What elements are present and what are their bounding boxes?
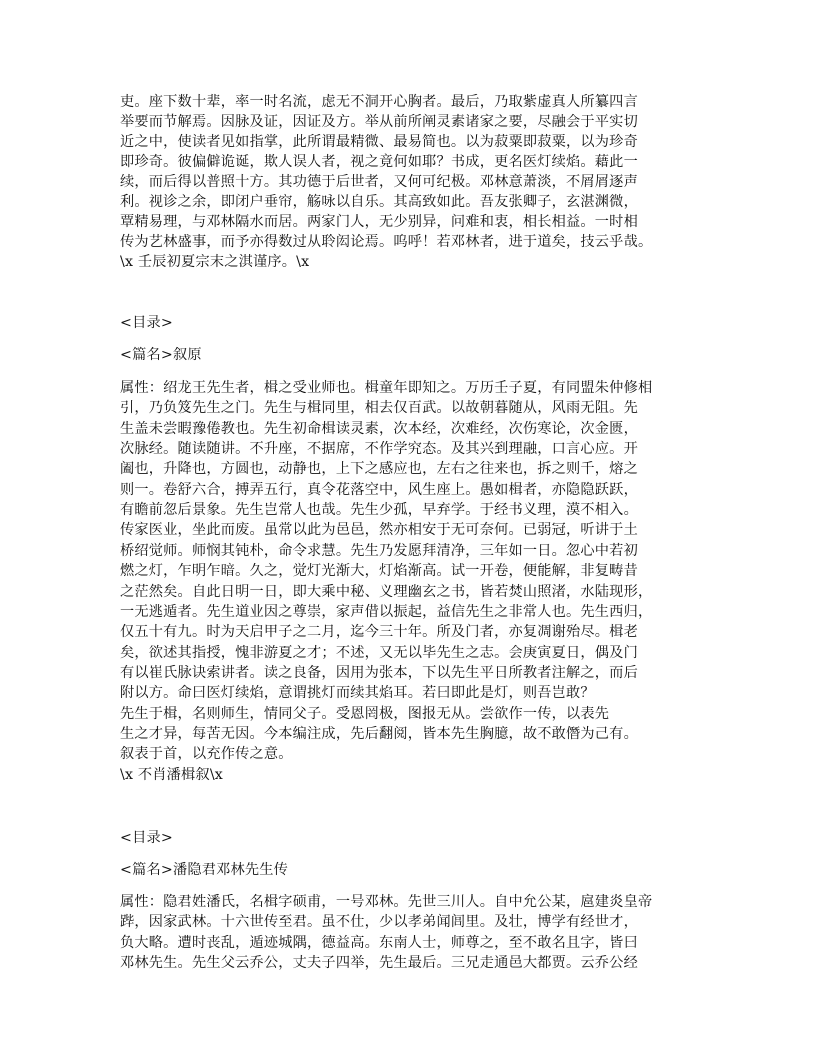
body-line: 有以崔氏脉诀索讲者。读之良备，因用为张本，下以先生平日所教者注解之，而后 — [120, 664, 638, 681]
section-title: <篇名>叙原 — [120, 347, 202, 363]
body-line: 跸，因家武林。十六世传至君。虽不仕，少以孝弟闻闾里。及壮，博学有经世才， — [120, 914, 638, 931]
body-line: 生之才异，每苦无因。今本编注成，先后翻阅，皆本先生胸臆，故不敢僭为己有。 — [120, 725, 638, 742]
body-line: 次脉经。随读随讲。不升座，不据席，不作学究态。及其兴到理融，口言心应。开 — [120, 441, 638, 458]
body-line: 传家医业，坐此而废。虽常以此为邑邑，然亦相安于无可奈何。已弱冠，听讲于土 — [120, 522, 638, 539]
body-line: 属性：绍龙王先生者，楫之受业师也。楫童年即知之。万历壬子夏，有同盟朱仲修相 — [120, 380, 653, 396]
preface-line: 近之中，使读者见如指掌，此所谓最精微、最易简也。以为菽粟即菽粟，以为珍奇 — [120, 134, 638, 150]
toc-label: <目录> — [120, 315, 173, 331]
preface-line: 续，而后得以普照十方。其功德于后世者，又何可纪极。邓林意萧淡，不屑屑逐声 — [120, 174, 638, 190]
body-line: 桥绍觉师。师悯其钝朴，命令求慧。先生乃发愿拜清净，三年如一日。忽心中若初 — [120, 542, 638, 559]
preface-line: 即珍奇。彼偏僻诡诞，欺人误人者，视之竟何如耶？书成，更名医灯续焰。藉此一 — [120, 154, 638, 170]
body-line: 矣，欲述其指授，愧非游夏之才；不述，又无以毕先生之志。会庚寅夏日，偶及门 — [120, 644, 638, 661]
body-line: 先生于楫，名则师生，情同父子。受恩罔极，图报无从。尝欲作一传，以表先 — [120, 705, 610, 722]
body-line: 邓林先生。先生父云乔公，丈夫子四举，先生最后。三兄走通邑大都贾。云乔公经 — [120, 955, 638, 972]
preface-line: 举要而节解焉。因脉及证，因证及方。举从前所阐灵素诸家之要，尽融会于平实切 — [120, 114, 638, 130]
body-line: 阖也，升降也，方圆也，动静也，上下之感应也，左右之往来也，拆之则千，熔之 — [120, 461, 638, 478]
toc-label: <目录> — [120, 830, 173, 846]
body-line: 燃之灯，乍明乍暗。久之，觉灯光渐大，灯焰渐高。试一开卷，便能解，非复畴昔 — [120, 563, 638, 580]
body-line: 有瞻前忽后景象。先生岂常人也哉。先生少孤，早弃学。于经书义理，漠不相入。 — [120, 502, 638, 519]
body-line: 叙表于首，以充作传之意。 — [120, 746, 293, 763]
section-title: <篇名>潘隐君邓林先生传 — [120, 862, 289, 878]
preface-line: 利。视诊之余，即闭户垂帘，觞咏以自乐。其高致如此。吾友张卿子，玄湛渊微， — [120, 194, 638, 210]
body-line: 属性：隐君姓潘氏，名楫字硕甫，一号邓林。先世三川人。自中允公某，扈建炎皇帝 — [120, 894, 653, 910]
body-line: 负大略。遭时丧乱，遁迹城隅，德益高。东南人士，师尊之，至不敢名且字，皆曰 — [120, 934, 638, 951]
preface-line: 覃精易理，与邓林隔水而居。两家门人，无少别异，问难和衷，相长相益。一时相 — [120, 214, 638, 230]
body-line: 生盖未尝暇豫倦教也。先生初命楫读灵素，次本经，次难经，次伤寒论，次金匮， — [120, 420, 638, 437]
body-line: 之茫然矣。自此日明一日，即大乘中秘、义理幽玄之书，皆若焚山照渚，水陆现形， — [120, 583, 653, 600]
body-line: 附以方。命曰医灯续焰，意谓挑灯而续其焰耳。若曰即此是灯，则吾岂敢？ — [120, 685, 595, 702]
section-signature: \x 不肖潘楫叙\x — [120, 766, 224, 783]
body-line: 则一。卷舒六合，搏弄五行，真令花落空中，风生座上。愚如楫者，亦隐隐跃跃， — [120, 481, 638, 498]
preface-line: 吏。座下数十辈，率一时名流，虑无不洞开心胸者。最后，乃取紫虚真人所纂四言 — [120, 94, 638, 110]
preface-signature: \x 壬辰初夏宗末之淇谨序。\x — [120, 254, 310, 270]
body-line: 仅五十有九。时为天启甲子之二月，迄今三十年。所及门者，亦复凋谢殆尽。楫老 — [120, 624, 638, 641]
body-line: 一无逃遁者。先生道业因之尊崇，家声借以振起，益信先生之非常人也。先生西归， — [120, 603, 653, 620]
preface-line: 传为艺林盛事，而予亦得数过从聆闳论焉。呜呼！若邓林者，进于道矣，技云乎哉。 — [120, 234, 653, 250]
body-line: 引，乃负笈先生之门。先生与楫同里，相去仅百武。以故朝暮随从，风雨无阻。先 — [120, 400, 638, 417]
